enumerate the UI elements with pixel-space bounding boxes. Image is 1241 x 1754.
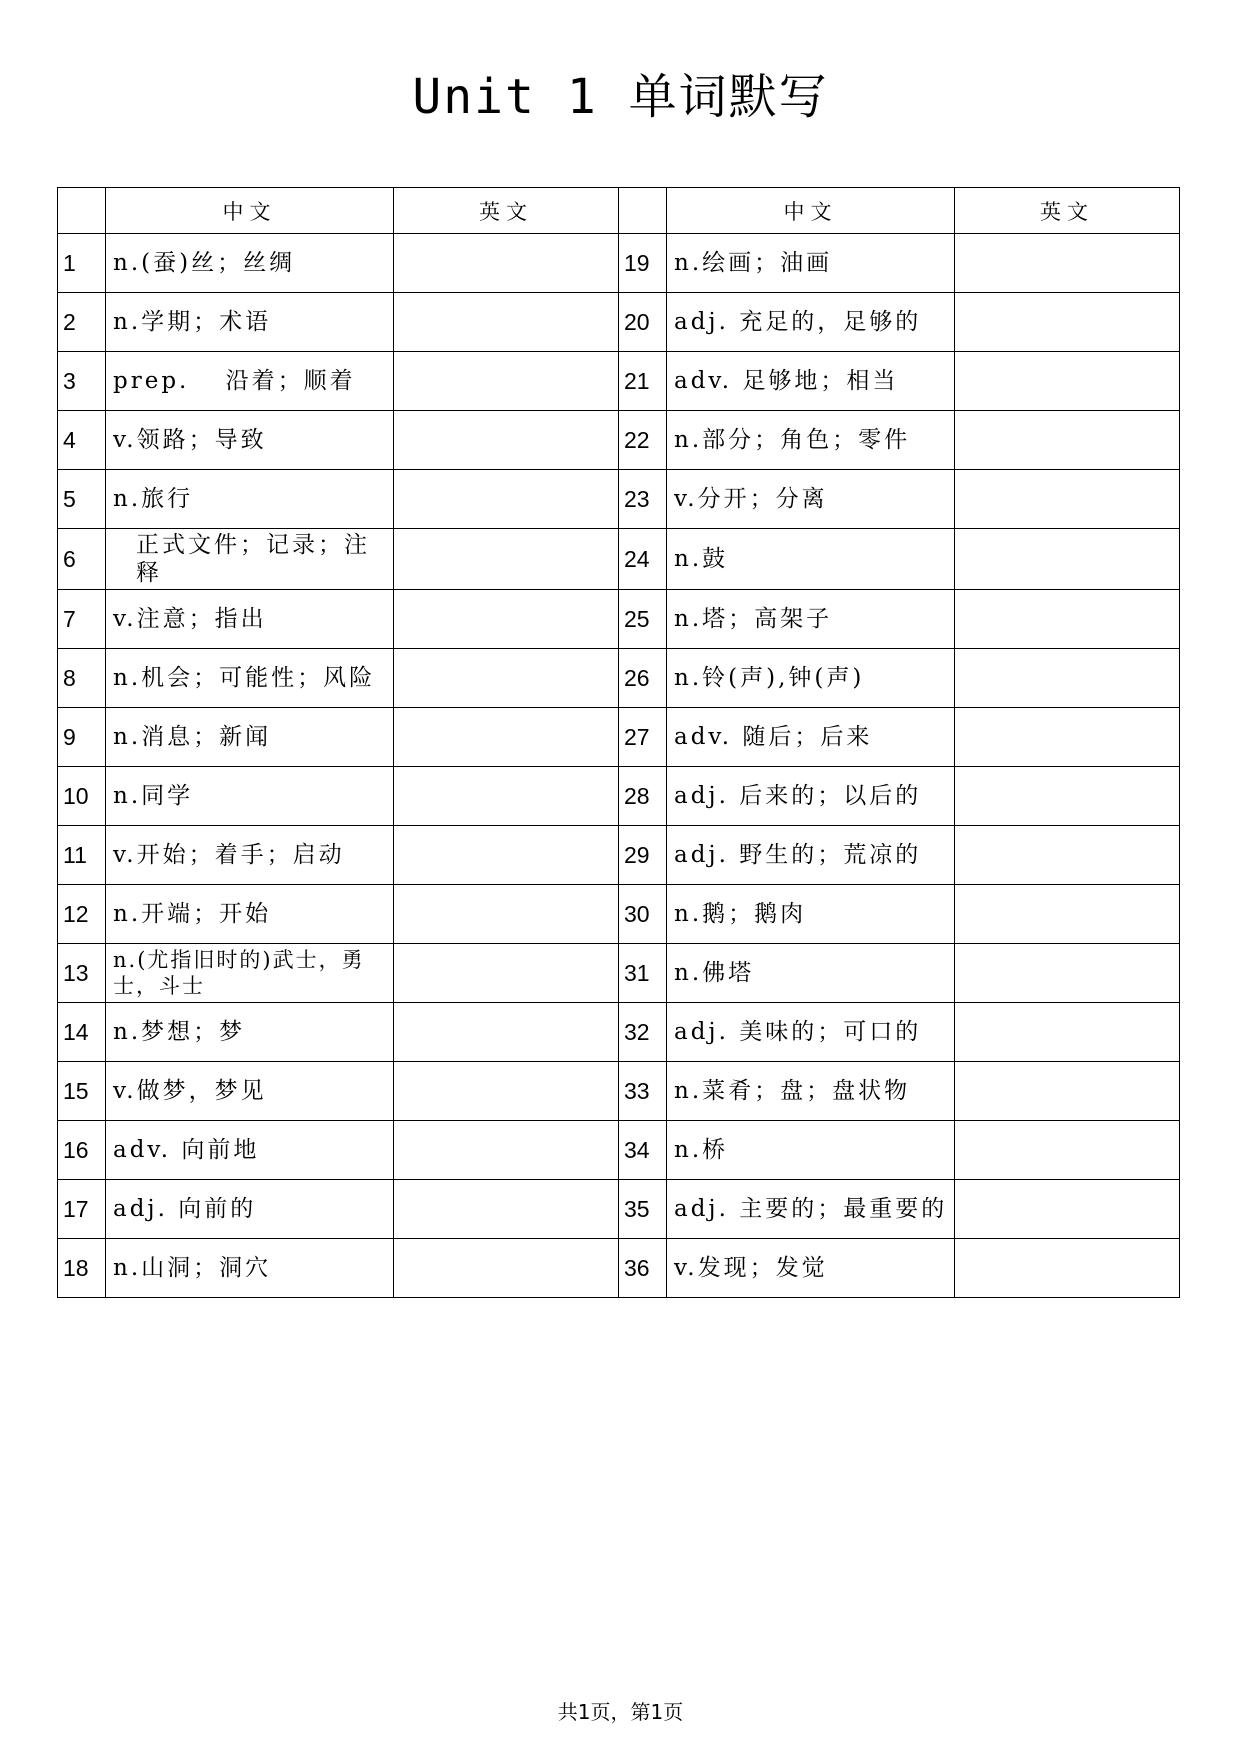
header-chinese-left: 中文 [106,188,394,234]
row-english-answer-right[interactable] [955,352,1180,411]
table-row [58,649,1180,708]
row-chinese-left: n.(蚕)丝；丝绸 [106,234,394,293]
row-english-answer-left[interactable] [394,1062,619,1121]
row-chinese-left: n.消息；新闻 [106,708,394,767]
row-chinese-right: n.铃(声),钟(声) [667,649,955,708]
row-english-answer-left[interactable] [394,234,619,293]
header-number-left [58,188,106,234]
table-row [58,234,1180,293]
row-number-left: 11 [58,826,106,885]
row-number-right: 27 [619,708,667,767]
table-header-row [58,188,1180,234]
table-row [58,885,1180,944]
table-body [58,234,1180,1298]
table-row [58,708,1180,767]
row-english-answer-right[interactable] [955,1239,1180,1298]
table-row [58,352,1180,411]
row-english-answer-right[interactable] [955,529,1180,590]
row-english-answer-left[interactable] [394,944,619,1003]
row-chinese-right: v.分开；分离 [667,470,955,529]
header-chinese-right: 中文 [667,188,955,234]
row-chinese-left: v.开始；着手；启动 [106,826,394,885]
row-english-answer-left[interactable] [394,293,619,352]
row-chinese-right: adj. 野生的；荒凉的 [667,826,955,885]
row-chinese-left: v.注意；指出 [106,590,394,649]
page-footer: 共1页，第1页 [557,1700,684,1724]
table-row [58,1239,1180,1298]
row-chinese-right: adv. 足够地；相当 [667,352,955,411]
table-row [58,1121,1180,1180]
row-number-left: 5 [58,470,106,529]
row-english-answer-left[interactable] [394,708,619,767]
row-chinese-right: n.桥 [667,1121,955,1180]
row-english-answer-left[interactable] [394,529,619,590]
row-chinese-left: n.(尤指旧时的)武士，勇士，斗士 [106,944,394,1003]
row-number-left: 7 [58,590,106,649]
row-english-answer-right[interactable] [955,1121,1180,1180]
table-row [58,293,1180,352]
row-chinese-left: n.机会；可能性；风险 [106,649,394,708]
row-english-answer-right[interactable] [955,470,1180,529]
row-chinese-left: v.领路；导致 [106,411,394,470]
table-row [58,470,1180,529]
row-number-right: 20 [619,293,667,352]
row-number-left: 12 [58,885,106,944]
header-english-left: 英文 [394,188,619,234]
row-chinese-right: adj. 主要的；最重要的 [667,1180,955,1239]
row-number-left: 18 [58,1239,106,1298]
row-english-answer-right[interactable] [955,826,1180,885]
table-row [58,1062,1180,1121]
row-number-right: 29 [619,826,667,885]
row-number-right: 31 [619,944,667,1003]
row-english-answer-right[interactable] [955,649,1180,708]
row-number-right: 24 [619,529,667,590]
row-chinese-right: n.绘画；油画 [667,234,955,293]
row-english-answer-left[interactable] [394,885,619,944]
row-english-answer-right[interactable] [955,590,1180,649]
row-number-left: 6 [58,529,106,590]
row-chinese-right: adj. 充足的，足够的 [667,293,955,352]
row-english-answer-right[interactable] [955,1062,1180,1121]
page-title: Unit 1 单词默写 [412,69,829,125]
row-english-answer-right[interactable] [955,885,1180,944]
header-english-right: 英文 [955,188,1180,234]
row-english-answer-right[interactable] [955,411,1180,470]
table-row [58,411,1180,470]
row-chinese-right: adv. 随后；后来 [667,708,955,767]
table-row [58,529,1180,590]
row-number-right: 35 [619,1180,667,1239]
row-chinese-left: prep. 沿着；顺着 [106,352,394,411]
row-number-left: 10 [58,767,106,826]
row-english-answer-left[interactable] [394,1121,619,1180]
row-chinese-left: n.山洞；洞穴 [106,1239,394,1298]
row-number-left: 1 [58,234,106,293]
row-chinese-left: adj. 向前的 [106,1180,394,1239]
vocabulary-table [57,187,1180,1298]
row-number-right: 36 [619,1239,667,1298]
row-english-answer-left[interactable] [394,590,619,649]
table-row [58,826,1180,885]
row-english-answer-left[interactable] [394,1180,619,1239]
row-number-left: 13 [58,944,106,1003]
row-number-left: 14 [58,1003,106,1062]
row-number-right: 33 [619,1062,667,1121]
row-chinese-left: n.同学 [106,767,394,826]
header-number-right [619,188,667,234]
row-number-right: 32 [619,1003,667,1062]
row-chinese-right: n.部分；角色；零件 [667,411,955,470]
row-english-answer-right[interactable] [955,708,1180,767]
row-number-right: 22 [619,411,667,470]
row-number-left: 2 [58,293,106,352]
row-chinese-right: adj. 后来的；以后的 [667,767,955,826]
row-chinese-right: n.鹅；鹅肉 [667,885,955,944]
row-number-right: 19 [619,234,667,293]
row-english-answer-right[interactable] [955,234,1180,293]
row-number-right: 28 [619,767,667,826]
row-english-answer-left[interactable] [394,1003,619,1062]
table-row [58,590,1180,649]
row-number-right: 30 [619,885,667,944]
row-number-left: 16 [58,1121,106,1180]
row-english-answer-right[interactable] [955,767,1180,826]
row-number-right: 23 [619,470,667,529]
row-english-answer-left[interactable] [394,352,619,411]
row-chinese-left: v.做梦，梦见 [106,1062,394,1121]
row-english-answer-right[interactable] [955,293,1180,352]
row-number-left: 8 [58,649,106,708]
row-english-answer-left[interactable] [394,1239,619,1298]
row-chinese-left: n.开端；开始 [106,885,394,944]
row-number-right: 34 [619,1121,667,1180]
row-english-answer-left[interactable] [394,767,619,826]
row-number-left: 17 [58,1180,106,1239]
row-english-answer-left[interactable] [394,470,619,529]
row-english-answer-left[interactable] [394,411,619,470]
row-english-answer-right[interactable] [955,944,1180,1003]
row-number-right: 21 [619,352,667,411]
row-number-left: 15 [58,1062,106,1121]
row-english-answer-left[interactable] [394,826,619,885]
row-number-right: 25 [619,590,667,649]
row-english-answer-right[interactable] [955,1180,1180,1239]
table-row [58,767,1180,826]
table-row [58,944,1180,1003]
row-chinese-right: n.塔；高架子 [667,590,955,649]
row-english-answer-left[interactable] [394,649,619,708]
table-row [58,1003,1180,1062]
row-english-answer-right[interactable] [955,1003,1180,1062]
row-number-left: 3 [58,352,106,411]
row-number-right: 26 [619,649,667,708]
row-chinese-right: v.发现；发觉 [667,1239,955,1298]
row-chinese-right: n.鼓 [667,529,955,590]
row-chinese-right: adj. 美味的；可口的 [667,1003,955,1062]
row-chinese-left: n.旅行 [106,470,394,529]
row-chinese-left: n.梦想；梦 [106,1003,394,1062]
row-chinese-left: 正式文件；记录；注释 [106,529,394,590]
row-number-left: 4 [58,411,106,470]
row-number-left: 9 [58,708,106,767]
row-chinese-left: n.学期；术语 [106,293,394,352]
row-chinese-right: n.菜肴；盘；盘状物 [667,1062,955,1121]
row-chinese-left: adv. 向前地 [106,1121,394,1180]
table-row [58,1180,1180,1239]
row-chinese-right: n.佛塔 [667,944,955,1003]
